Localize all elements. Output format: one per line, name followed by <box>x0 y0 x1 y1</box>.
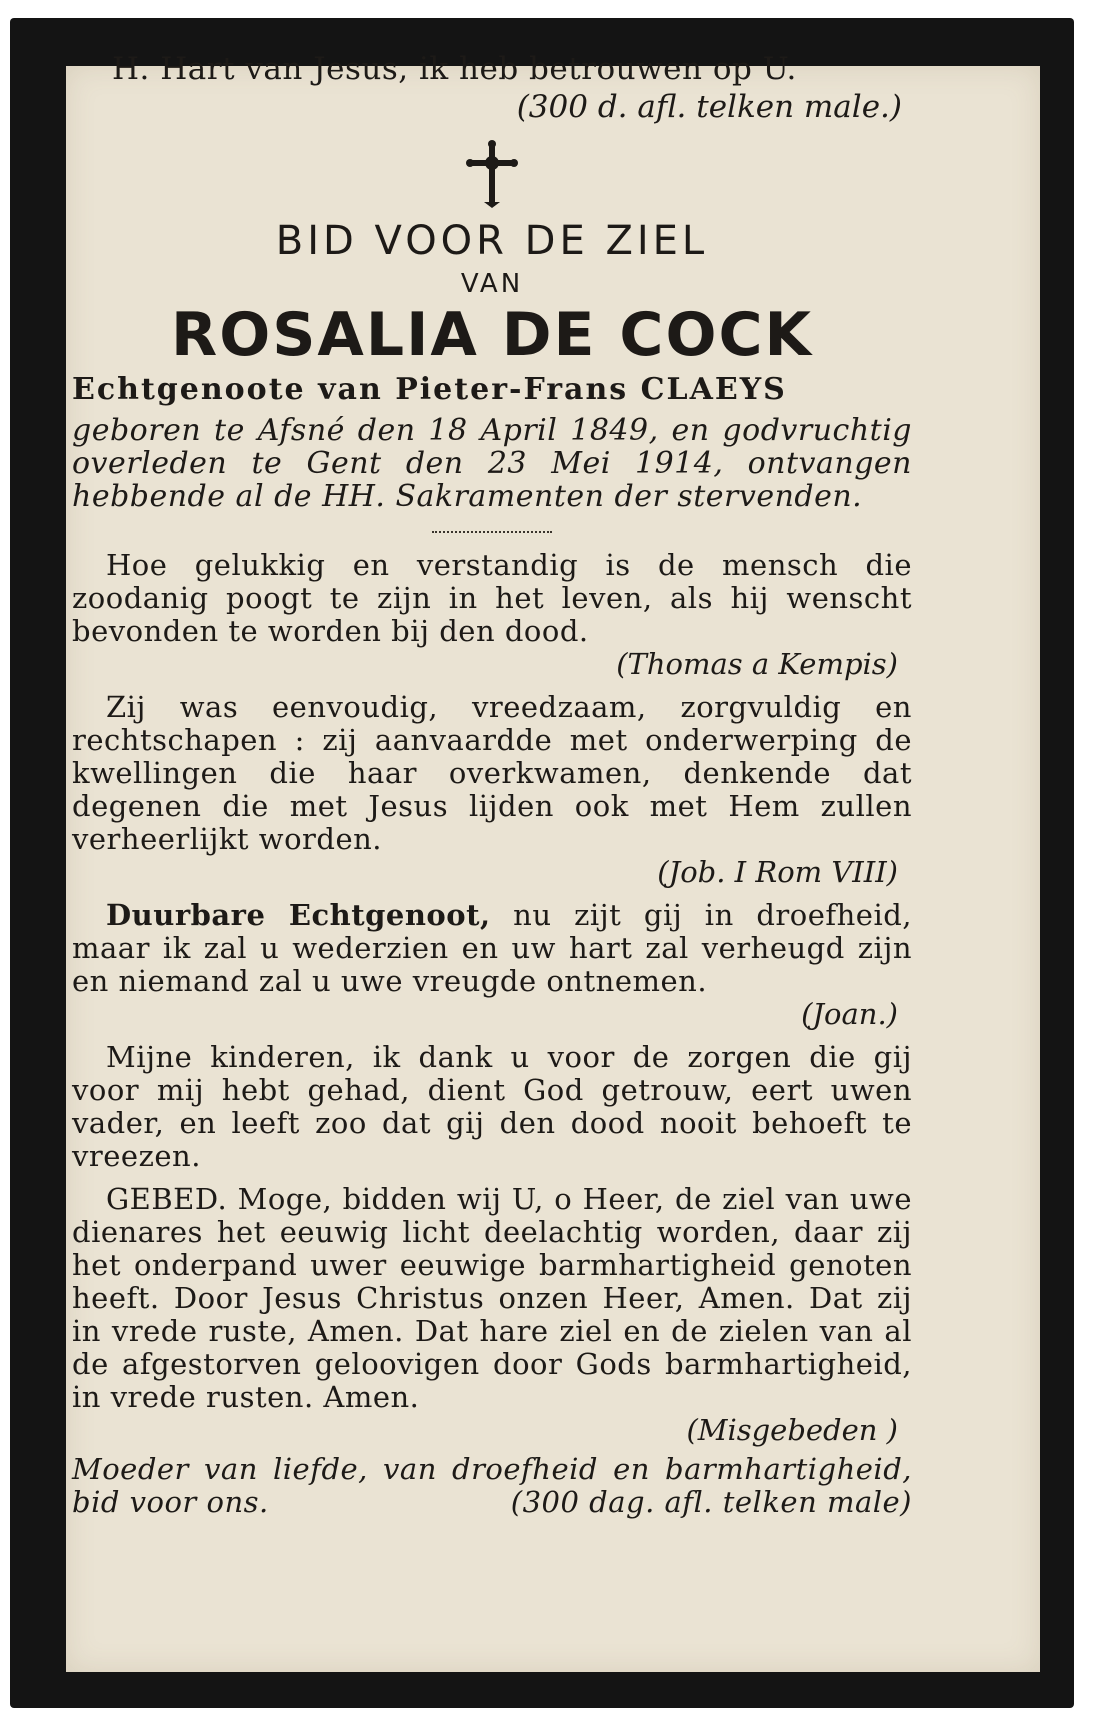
prayer-text: GEBED. Moge, bidden wij U, o Heer, de ziel van uwe dienares het eeuwig licht deelachtig worden, daar zij het onderpand uwer eeuwige barmhartigheid genoten heeft. Door Jesus Christus onzen Heer, Amen. Dat zij in vrede ruste, Amen. Dat hare ziel en de zielen van al de afgestorven geloovigen door Gods barmhartigheid, in vrede rusten. Amen. <box>72 1182 912 1414</box>
closing-indulgence: (300 dag. afl. telken male) <box>510 1485 912 1519</box>
card-content <box>72 50 912 1519</box>
closing-text: Moeder van liefde, van droefheid en barmhartigheid, bid voor ons. <box>72 1452 912 1519</box>
spouse-line: Echtgenoote van Pieter-Frans CLAEYS <box>72 372 787 407</box>
invocation-text: H. Hart van Jesus, ik heb betrouwen op U. <box>112 51 797 87</box>
deceased-name: ROSALIA DE COCK <box>171 300 813 370</box>
prayer-source: (Misgebeden ) <box>686 1413 898 1447</box>
quote-joan-text <box>72 899 912 998</box>
birth-death-text: geboren te Afsné den 18 April 1849, en godvruchtig overleden te Gent den 23 Mei 1914, ontvangen hebbende al de HH. Sakramenten der stervenden. <box>72 413 912 514</box>
indulgence-top: (300 d. afl. telken male.) <box>516 89 902 125</box>
quote-job-source: (Job. I Rom VIII) <box>657 855 898 889</box>
quote-kempis-text: Hoe gelukkig en verstandig is de mensch die zoodanig poogt te zijn in het leven, als hij wenscht bevonden te worden bij den dood. <box>72 548 912 648</box>
heading-van: VAN <box>460 269 524 299</box>
closing-prayer <box>72 1453 912 1519</box>
heading-bid-voor-de-ziel: BID VOOR DE ZIEL <box>275 218 709 264</box>
quote-joan-source: (Joan.) <box>801 997 898 1031</box>
quote-joan-lead: Duurbare Echtgenoot, <box>106 898 491 932</box>
dotted-divider <box>432 531 552 533</box>
cross-icon <box>462 140 522 210</box>
quote-kempis-source: (Thomas a Kempis) <box>616 647 898 681</box>
quote-job-text: Zij was eenvoudig, vreedzaam, zorgvuldig en rechtschapen : zij aanvaardde met onderwerping de kwellingen die haar overkwamen, denkende dat degenen die met Jesus lijden ook met Hem zullen verheerlijkt worden. <box>72 690 912 856</box>
quote-joan-body: nu zijt gij in droefheid, maar ik zal u wederzien en uw hart zal verheugd zijn en niemand zal u uwe vreugde ontnemen. <box>72 898 912 998</box>
children-text: Mijne kinderen, ik dank u voor de zorgen die gij voor mij hebt gehad, dient God getrouw, eert uwen vader, en leeft zoo dat gij den dood nooit behoeft te vreezen. <box>72 1040 912 1173</box>
